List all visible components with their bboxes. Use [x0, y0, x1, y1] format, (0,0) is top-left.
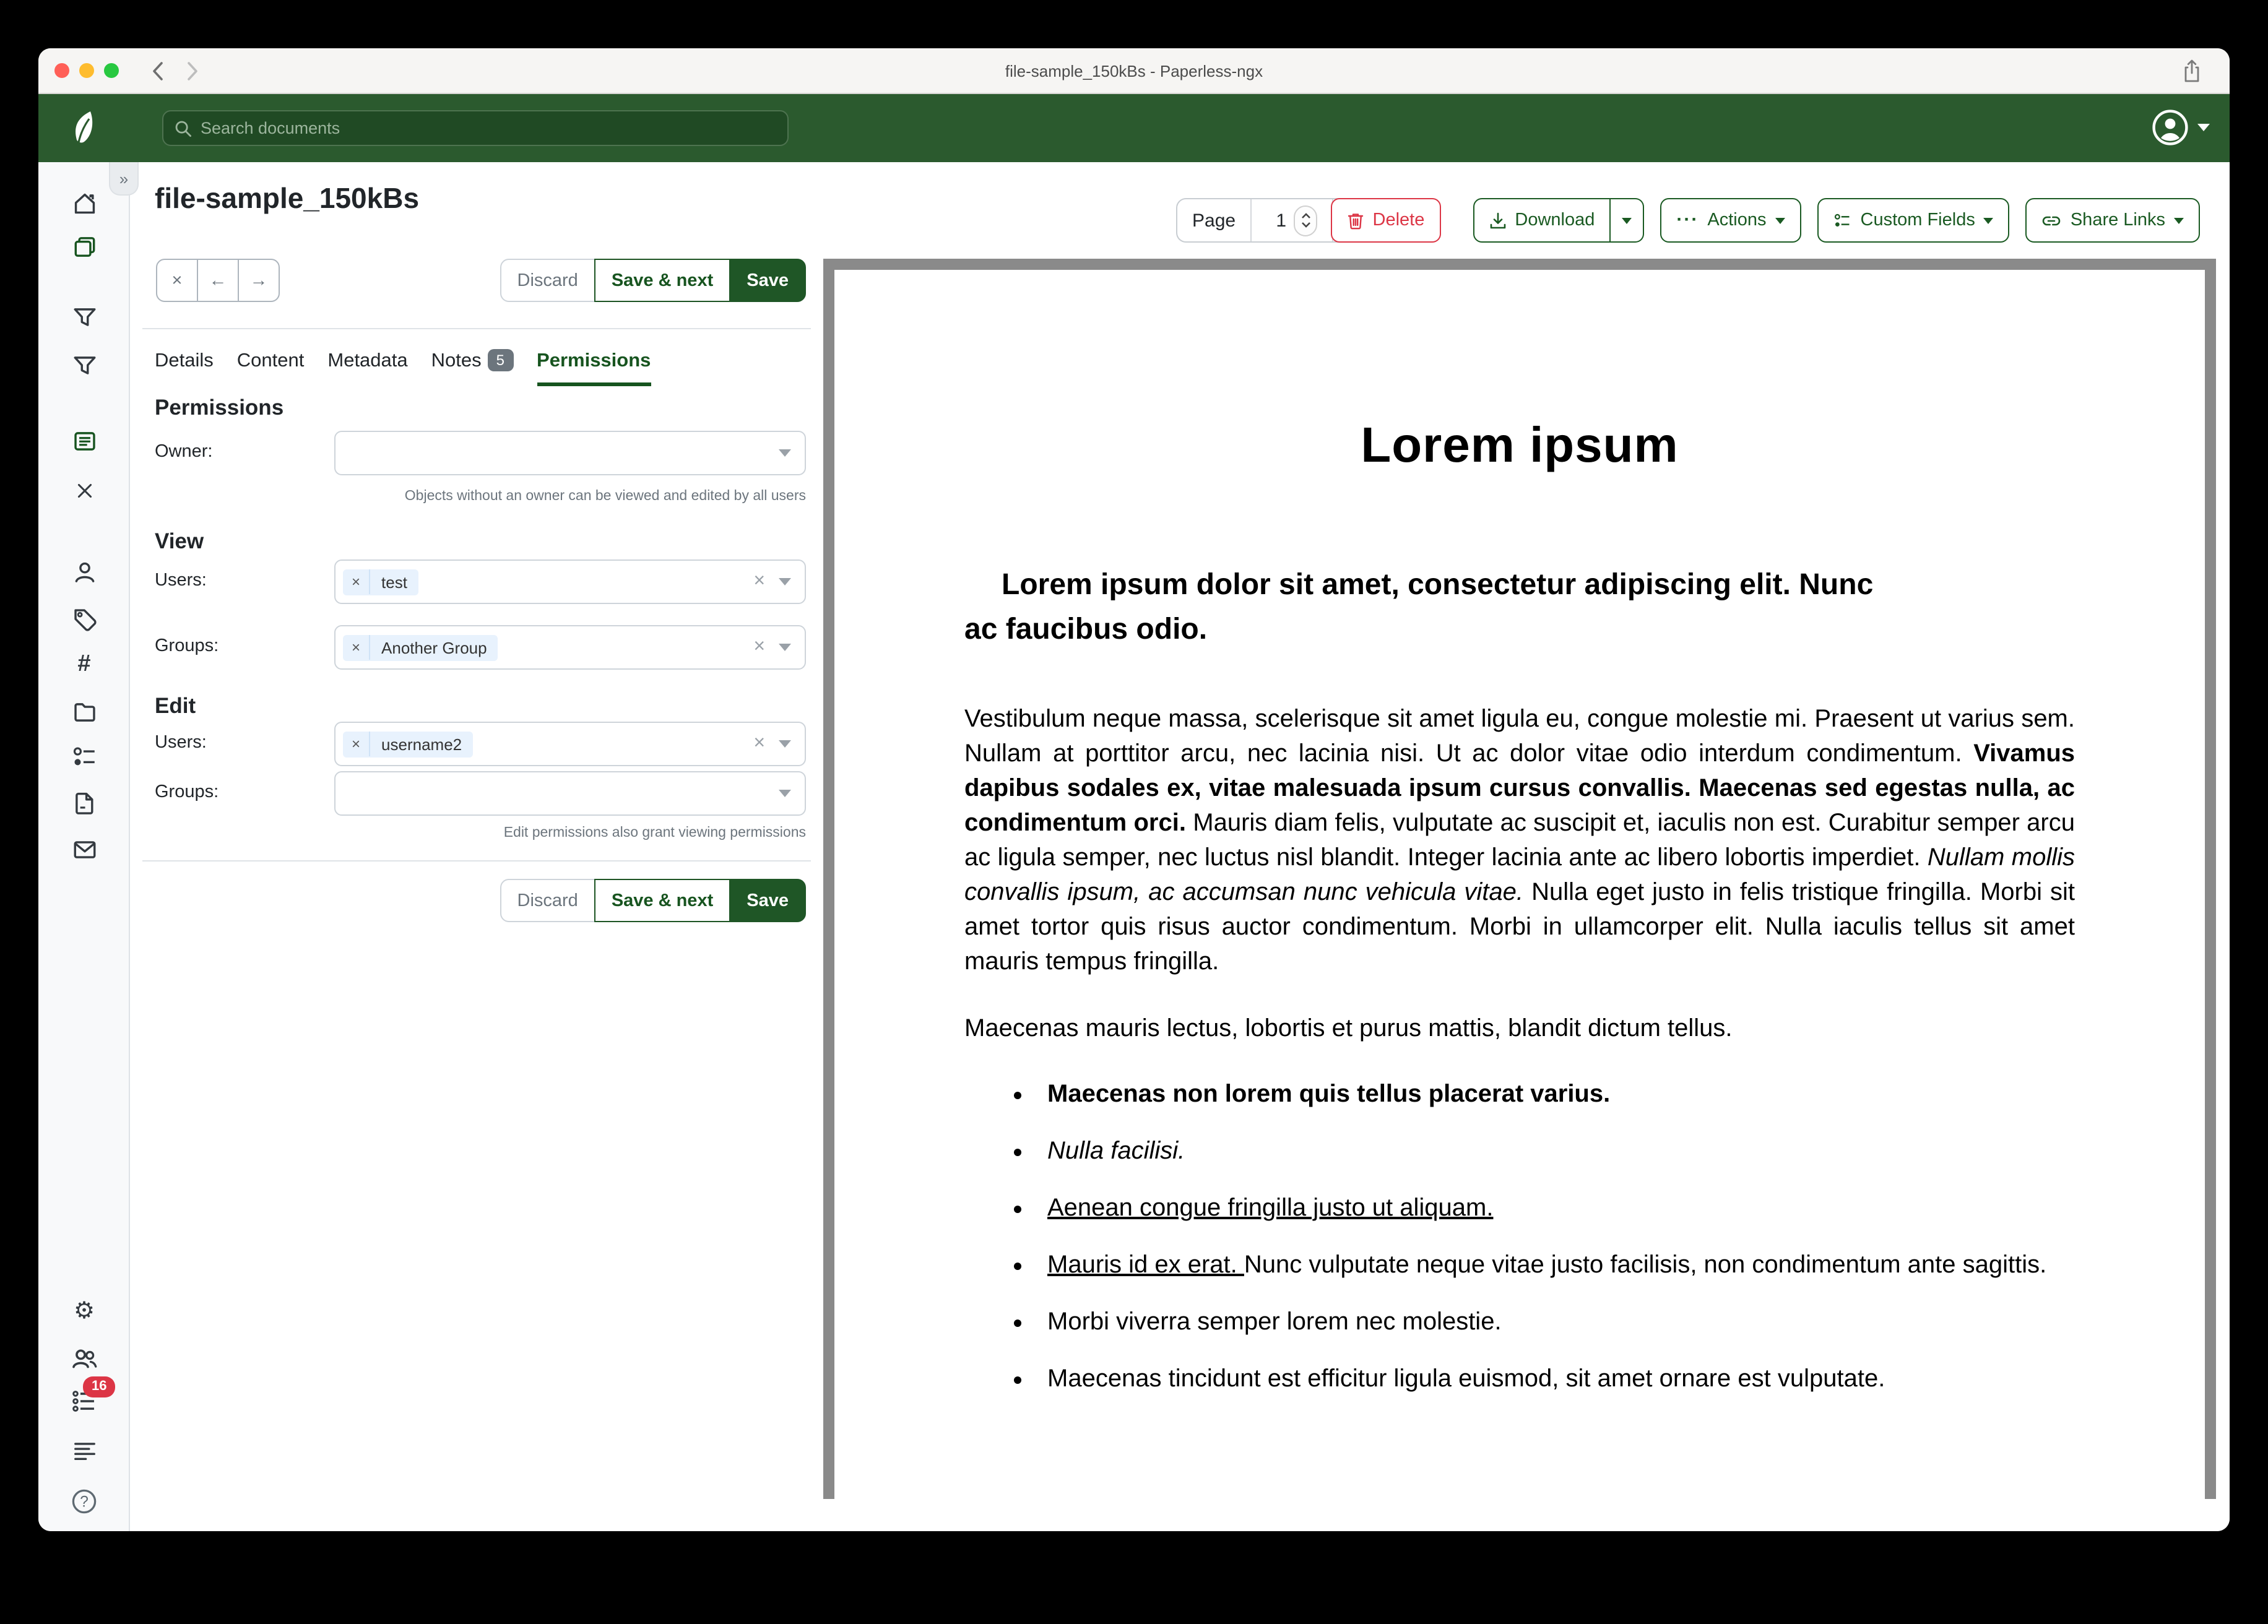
search-icon — [175, 119, 192, 137]
pdf-paragraph: Vestibulum neque massa, scelerisque sit amet ligula eu, congue molestie mi. Praesent ut varius sem. Nullam at porttitor arcu, nec lacinia nisi. Ut ac dolor vitae odio interdum condimentum. Vivamus dapibus sodales ex, vitae malesuada ipsum cursus convallis. Maecenas sed egestas nulla, ac condimentum orci. Mauris diam felis, vulputate ac suscipit et, iaculis non est. Curabitur semper arcu ac ligula semper, nec luctus nisl blandit. Integer lacinia ante ac libero lobortis imperdiet. Nullam mollis convallis ipsum, ac accumsan nunc vehicula vitae. Nulla eget justo in felis tristique fringilla. Morbi sit amet tortor quis risus auctor condimentum. Morbi in ullamcorper elit. Nulla iaculis tellus sit amet mauris tempus fringilla. — [964, 706, 2075, 975]
pdf-page — [834, 418, 2205, 1499]
sidebar-item-storage-paths[interactable] — [38, 699, 130, 725]
download-split-button — [1473, 198, 1644, 243]
custom-fields-button[interactable]: Custom Fields — [1817, 198, 2010, 243]
download-button[interactable]: Download — [1473, 198, 1611, 243]
document-viewer — [811, 162, 2230, 1531]
link-icon — [2042, 211, 2062, 230]
chevron-down-icon — [1984, 217, 1994, 223]
zoom-window-button[interactable] — [104, 63, 119, 78]
clear-icon[interactable]: × — [753, 636, 765, 657]
window-title: file-sample_150kBs - Paperless-ngx — [1005, 61, 1263, 80]
chevron-down-icon — [779, 740, 791, 748]
minimize-window-button[interactable] — [79, 63, 94, 78]
history-forward-icon[interactable] — [186, 60, 199, 81]
chevron-down-icon — [779, 790, 791, 797]
divider — [142, 328, 811, 329]
search-bar[interactable] — [162, 110, 789, 146]
save-and-next-button[interactable]: Save & next — [594, 259, 730, 302]
tasks-count-badge: 16 — [83, 1376, 116, 1397]
sidebar-item-tasks[interactable] — [38, 1379, 130, 1415]
pdf-title: Lorem ipsum — [1361, 418, 1679, 473]
view-groups-label: Groups: — [155, 636, 219, 656]
remove-tag-icon[interactable]: × — [343, 732, 370, 756]
sidebar-item-users-groups[interactable] — [38, 1345, 130, 1373]
edit-hint: Edit permissions also grant viewing permissions — [503, 826, 806, 840]
next-document-button[interactable]: → — [238, 259, 280, 302]
sidebar-item-documentation[interactable] — [38, 1488, 130, 1515]
sidebar-item-tags[interactable] — [38, 607, 130, 633]
document-actions-toolbar — [1331, 198, 2200, 243]
view-users-select[interactable] — [334, 559, 806, 604]
titlebar — [38, 48, 2230, 94]
remove-tag-icon[interactable]: × — [343, 635, 370, 660]
view-heading: View — [155, 529, 204, 553]
remove-tag-icon[interactable]: × — [343, 569, 370, 594]
actions-button[interactable]: ··· Actions — [1660, 198, 1801, 243]
svg-text:?: ? — [80, 1493, 89, 1511]
chevron-down-icon — [2174, 217, 2184, 223]
window-controls — [54, 63, 119, 78]
sidebar-item-settings[interactable] — [38, 1300, 130, 1323]
trash-icon — [1347, 211, 1364, 230]
sidebar-item-correspondents[interactable] — [38, 559, 130, 585]
save-button-group — [500, 259, 807, 302]
save-and-next-button[interactable]: Save & next — [594, 879, 730, 922]
tab-permissions[interactable]: Permissions — [537, 350, 651, 386]
chevron-down-icon — [1775, 217, 1785, 223]
sidebar — [38, 162, 130, 1531]
list-item: • Aenean congue fringilla justo ut aliquam. — [1036, 1192, 2075, 1225]
sidebar-close-document-icon[interactable] — [38, 480, 130, 501]
edit-groups-select[interactable] — [334, 771, 806, 816]
list-item: • Morbi viverra semper lorem nec molestie. — [1036, 1306, 2075, 1339]
tab-metadata[interactable]: Metadata — [327, 350, 408, 371]
list-item: • Maecenas non lorem quis tellus placerat varius. — [1036, 1078, 2075, 1112]
save-button-group-bottom — [500, 879, 807, 922]
sidebar-item-saved-view-2[interactable] — [38, 353, 130, 379]
edit-users-select[interactable] — [334, 722, 806, 766]
pdf-paragraph: Maecenas mauris lectus, lobortis et purus mattis, blandit dictum tellus. — [964, 1015, 1733, 1042]
save-button[interactable]: Save — [729, 879, 806, 922]
divider — [142, 860, 811, 862]
pdf-preview-frame[interactable] — [823, 259, 2216, 1499]
sidebar-item-open-document[interactable] — [38, 428, 130, 454]
save-button[interactable]: Save — [729, 259, 806, 302]
sidebar-item-custom-fields[interactable] — [38, 744, 130, 770]
edit-users-label: Users: — [155, 733, 207, 753]
app-header — [38, 94, 2230, 162]
avatar — [2152, 109, 2189, 146]
selected-tag: × username2 — [343, 731, 473, 757]
view-groups-select[interactable] — [334, 625, 806, 670]
view-users-label: Users: — [155, 571, 207, 590]
sidebar-item-logs[interactable] — [38, 1438, 130, 1464]
chevrons-right-icon: » — [119, 169, 129, 188]
detail-tabs — [155, 350, 651, 386]
expand-sidebar-tab[interactable] — [109, 162, 139, 196]
owner-label: Owner: — [155, 442, 213, 462]
document-detail-panel — [130, 162, 811, 1531]
sidebar-item-documents[interactable] — [38, 234, 130, 260]
chevron-down-icon — [1622, 217, 1632, 223]
list-item: • Maecenas tincidunt est efficitur ligula euismod, sit amet ornare est vulputate. — [1036, 1363, 2075, 1396]
chevron-down-icon — [779, 449, 791, 457]
edit-heading: Edit — [155, 693, 196, 718]
custom-fields-icon — [1833, 211, 1852, 230]
notes-count-badge: 5 — [488, 349, 513, 371]
list-item: • Mauris id ex erat. Nunc vulputate neque vitae justo facilisis, non condimentum ante sagittis. — [1036, 1249, 2075, 1282]
owner-hint: Objects without an owner can be viewed and edited by all users — [404, 489, 806, 504]
search-input[interactable] — [201, 119, 776, 137]
chevron-down-icon — [2197, 124, 2210, 131]
document-title: file-sample_150kBs — [155, 182, 420, 214]
document-nav-buttons — [156, 259, 280, 302]
ellipsis-icon: ··· — [1676, 209, 1699, 230]
close-window-button[interactable] — [54, 63, 69, 78]
tab-notes[interactable]: Notes 5 — [431, 350, 513, 386]
pdf-heading: Lorem ipsum dolor sit amet, consectetur adipiscing elit. Nunc ac faucibus odio. — [964, 568, 1874, 646]
owner-select[interactable] — [334, 431, 806, 475]
app-window — [38, 48, 2230, 1531]
discard-button[interactable]: Discard — [500, 259, 595, 302]
gear-icon: ⚙ — [73, 1298, 95, 1324]
pdf-bullet-list — [964, 1078, 2075, 1396]
page-number-input[interactable] — [1266, 210, 1286, 231]
page-stepper[interactable] — [1294, 205, 1317, 236]
discard-button[interactable]: Discard — [500, 879, 595, 922]
sidebar-item-mail[interactable] — [38, 837, 130, 863]
page-label: Page — [1192, 210, 1236, 231]
previous-document-button[interactable]: ← — [197, 259, 239, 302]
selected-tag: × Another Group — [343, 634, 498, 660]
list-item: • Nulla facilisi. — [1036, 1135, 2075, 1168]
selected-tag: × test — [343, 569, 418, 595]
download-icon — [1489, 211, 1506, 230]
sidebar-item-saved-view-1[interactable] — [38, 304, 130, 330]
permissions-heading: Permissions — [155, 395, 284, 420]
edit-groups-label: Groups: — [155, 782, 219, 802]
tab-details[interactable]: Details — [155, 350, 214, 371]
clear-icon[interactable]: × — [753, 571, 765, 592]
share-icon[interactable] — [2181, 58, 2202, 84]
paperless-logo-icon[interactable] — [38, 110, 130, 147]
user-menu[interactable] — [2152, 109, 2210, 146]
download-options-button[interactable] — [1611, 198, 1644, 243]
chevron-down-icon — [779, 578, 791, 585]
close-document-button[interactable]: × — [156, 259, 198, 302]
sidebar-item-document-types[interactable]: # — [77, 651, 91, 677]
clear-icon[interactable]: × — [753, 733, 765, 754]
share-links-button[interactable]: Share Links — [2026, 198, 2200, 243]
tab-content[interactable]: Content — [236, 350, 305, 371]
delete-button[interactable]: Delete — [1331, 198, 1441, 243]
sidebar-item-workflows[interactable] — [38, 790, 130, 816]
chevron-down-icon — [779, 644, 791, 651]
history-back-icon[interactable] — [151, 60, 165, 81]
